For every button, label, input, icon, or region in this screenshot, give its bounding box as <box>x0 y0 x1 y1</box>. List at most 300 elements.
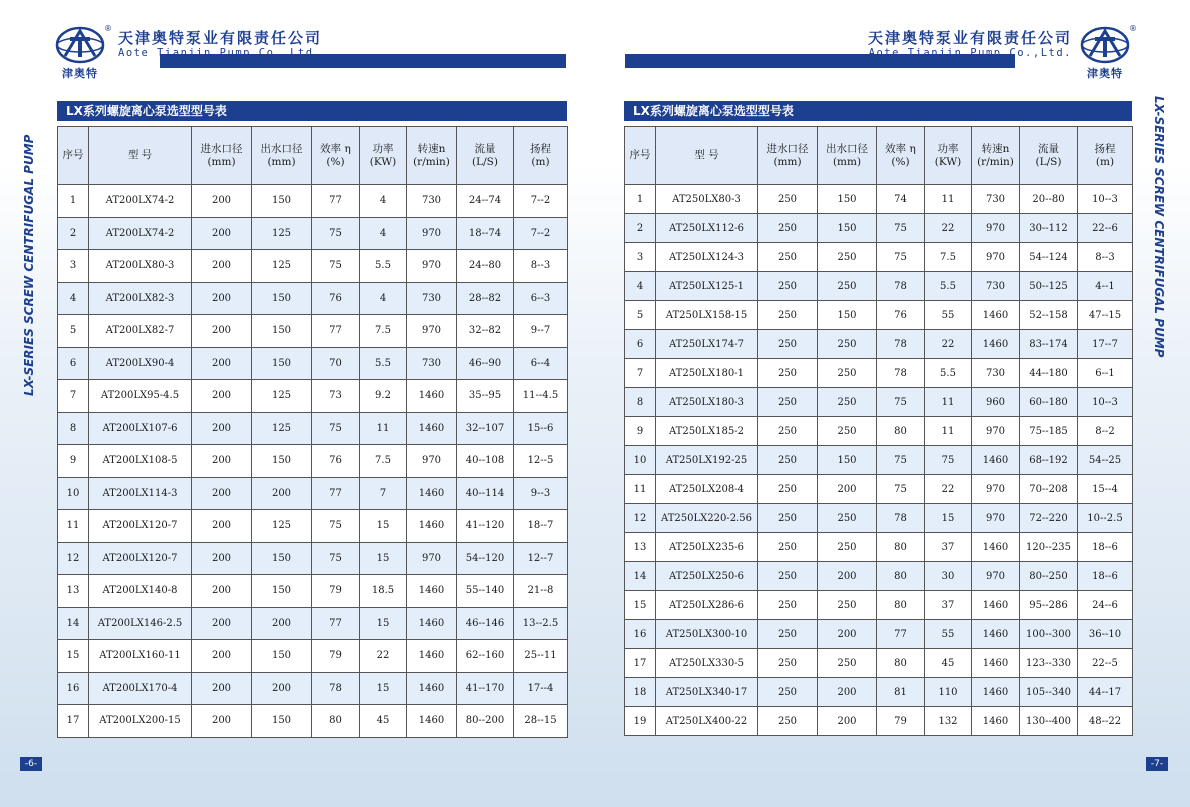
cell-head: 8--3 <box>1078 243 1133 272</box>
cell-no: 11 <box>58 510 89 543</box>
cell-head: 24--6 <box>1078 591 1133 620</box>
cell-inlet: 200 <box>192 672 252 705</box>
cell-no: 1 <box>58 185 89 218</box>
cell-power: 45 <box>360 705 407 738</box>
cell-head: 10--3 <box>1078 185 1133 214</box>
cell-inlet: 250 <box>758 562 818 591</box>
col-header-model: 型 号 <box>89 127 192 185</box>
cell-inlet: 200 <box>192 217 252 250</box>
logo-text: 津奥特 <box>1087 67 1123 80</box>
cell-model: AT250LX340-17 <box>656 678 758 707</box>
cell-no: 6 <box>625 330 656 359</box>
cell-efficiency: 78 <box>312 672 360 705</box>
col-header-efficiency: 效率 η (%) <box>877 127 925 185</box>
cell-outlet: 250 <box>818 388 877 417</box>
cell-speed: 730 <box>407 185 457 218</box>
table-row <box>625 620 1133 649</box>
cell-speed: 1460 <box>407 380 457 413</box>
cell-no: 2 <box>58 217 89 250</box>
company-name-en: Aote Tianjin Pump Co.,Ltd. <box>868 47 1072 59</box>
cell-speed: 970 <box>407 315 457 348</box>
cell-outlet: 125 <box>252 380 312 413</box>
cell-efficiency: 80 <box>877 649 925 678</box>
cell-no: 6 <box>58 347 89 380</box>
cell-flow: 28--82 <box>457 282 514 315</box>
cell-outlet: 250 <box>818 533 877 562</box>
cell-model: AT250LX235-6 <box>656 533 758 562</box>
table-header-row <box>625 127 1133 185</box>
registered-mark: ® <box>104 24 112 33</box>
cell-efficiency: 75 <box>312 510 360 543</box>
company-name-cn: 天津奥特泵业有限责任公司 <box>867 29 1072 47</box>
cell-flow: 68--192 <box>1020 446 1078 475</box>
cell-power: 22 <box>925 475 972 504</box>
cell-model: AT200LX108-5 <box>89 445 192 478</box>
cell-flow: 52--158 <box>1020 301 1078 330</box>
cell-efficiency: 75 <box>877 243 925 272</box>
cell-head: 6--3 <box>514 282 568 315</box>
cell-head: 8--2 <box>1078 417 1133 446</box>
cell-flow: 75--185 <box>1020 417 1078 446</box>
cell-flow: 62--160 <box>457 640 514 673</box>
registered-mark: ® <box>1129 24 1137 33</box>
col-header-inlet: 进水口径 (mm) <box>192 127 252 185</box>
cell-outlet: 150 <box>818 185 877 214</box>
cell-power: 4 <box>360 282 407 315</box>
cell-inlet: 200 <box>192 445 252 478</box>
table-row <box>58 640 568 673</box>
cell-no: 3 <box>625 243 656 272</box>
cell-flow: 72--220 <box>1020 504 1078 533</box>
cell-inlet: 250 <box>758 504 818 533</box>
table-row <box>58 250 568 283</box>
cell-outlet: 150 <box>252 347 312 380</box>
cell-model: AT200LX80-3 <box>89 250 192 283</box>
cell-efficiency: 78 <box>877 504 925 533</box>
cell-outlet: 200 <box>252 672 312 705</box>
logo-text: 津奥特 <box>62 67 98 80</box>
cell-outlet: 250 <box>818 649 877 678</box>
cell-inlet: 200 <box>192 250 252 283</box>
table-row <box>58 510 568 543</box>
cell-model: AT250LX180-3 <box>656 388 758 417</box>
cell-no: 3 <box>58 250 89 283</box>
cell-no: 4 <box>58 282 89 315</box>
cell-model: AT250LX250-6 <box>656 562 758 591</box>
cell-efficiency: 79 <box>312 575 360 608</box>
cell-speed: 1460 <box>407 477 457 510</box>
cell-power: 75 <box>925 446 972 475</box>
cell-speed: 730 <box>972 272 1020 301</box>
table-row <box>625 388 1133 417</box>
cell-head: 17--4 <box>514 672 568 705</box>
table-row <box>58 445 568 478</box>
cell-head: 11--4.5 <box>514 380 568 413</box>
cell-model: AT250LX125-1 <box>656 272 758 301</box>
table-row <box>625 475 1133 504</box>
cell-efficiency: 77 <box>312 477 360 510</box>
cell-outlet: 150 <box>818 301 877 330</box>
cell-efficiency: 73 <box>312 380 360 413</box>
cell-speed: 1460 <box>972 649 1020 678</box>
col-header-flow: 流量 (L/S) <box>457 127 514 185</box>
company-name-en: Aote Tianjin Pump Co.,Ltd. <box>118 47 322 59</box>
cell-speed: 1460 <box>972 533 1020 562</box>
cell-inlet: 250 <box>758 620 818 649</box>
cell-power: 15 <box>360 607 407 640</box>
cell-inlet: 250 <box>758 185 818 214</box>
table-row <box>625 301 1133 330</box>
cell-efficiency: 76 <box>877 301 925 330</box>
col-header-head: 扬程 (m) <box>1078 127 1133 185</box>
cell-outlet: 200 <box>818 707 877 736</box>
cell-outlet: 150 <box>252 185 312 218</box>
cell-speed: 970 <box>972 504 1020 533</box>
page-number: -6- <box>20 757 42 771</box>
cell-no: 13 <box>625 533 656 562</box>
company-name <box>868 30 1072 59</box>
col-header-head: 扬程 (m) <box>514 127 568 185</box>
col-header-power: 功率 (KW) <box>360 127 407 185</box>
cell-inlet: 200 <box>192 380 252 413</box>
cell-efficiency: 77 <box>312 315 360 348</box>
cell-speed: 730 <box>972 185 1020 214</box>
table-header-row <box>58 127 568 185</box>
cell-head: 18--6 <box>1078 562 1133 591</box>
cell-speed: 1460 <box>407 607 457 640</box>
cell-efficiency: 77 <box>877 620 925 649</box>
cell-efficiency: 75 <box>877 446 925 475</box>
cell-efficiency: 70 <box>312 347 360 380</box>
cell-model: AT250LX286-6 <box>656 591 758 620</box>
cell-outlet: 250 <box>818 243 877 272</box>
cell-no: 12 <box>625 504 656 533</box>
cell-power: 5.5 <box>360 347 407 380</box>
table-row <box>625 562 1133 591</box>
cell-model: AT200LX107-6 <box>89 412 192 445</box>
cell-model: AT200LX74-2 <box>89 185 192 218</box>
cell-speed: 970 <box>407 542 457 575</box>
table-row <box>625 417 1133 446</box>
col-header-model: 型 号 <box>656 127 758 185</box>
cell-flow: 40--114 <box>457 477 514 510</box>
cell-model: AT200LX120-7 <box>89 542 192 575</box>
cell-inlet: 250 <box>758 359 818 388</box>
cell-speed: 730 <box>407 282 457 315</box>
cell-inlet: 250 <box>758 417 818 446</box>
cell-head: 17--7 <box>1078 330 1133 359</box>
cell-inlet: 250 <box>758 446 818 475</box>
cell-outlet: 125 <box>252 250 312 283</box>
cell-outlet: 250 <box>818 591 877 620</box>
col-header-power: 功率 (KW) <box>925 127 972 185</box>
cell-power: 132 <box>925 707 972 736</box>
cell-flow: 80--200 <box>457 705 514 738</box>
cell-outlet: 150 <box>818 446 877 475</box>
cell-speed: 1460 <box>407 640 457 673</box>
cell-outlet: 250 <box>818 330 877 359</box>
table-row <box>625 446 1133 475</box>
cell-no: 2 <box>625 214 656 243</box>
cell-head: 18--7 <box>514 510 568 543</box>
cell-head: 10--2.5 <box>1078 504 1133 533</box>
cell-efficiency: 80 <box>877 417 925 446</box>
table-row <box>58 542 568 575</box>
cell-model: AT250LX158-15 <box>656 301 758 330</box>
cell-power: 4 <box>360 185 407 218</box>
cell-outlet: 200 <box>818 475 877 504</box>
cell-outlet: 250 <box>818 504 877 533</box>
cell-speed: 970 <box>972 214 1020 243</box>
cell-flow: 120--235 <box>1020 533 1078 562</box>
cell-head: 15--4 <box>1078 475 1133 504</box>
cell-flow: 24--74 <box>457 185 514 218</box>
cell-speed: 1460 <box>972 330 1020 359</box>
cell-flow: 18--74 <box>457 217 514 250</box>
cell-inlet: 200 <box>192 575 252 608</box>
cell-model: AT200LX82-7 <box>89 315 192 348</box>
table-row <box>625 649 1133 678</box>
cell-efficiency: 79 <box>312 640 360 673</box>
cell-no: 7 <box>58 380 89 413</box>
cell-power: 5.5 <box>360 250 407 283</box>
cell-efficiency: 77 <box>312 607 360 640</box>
cell-inlet: 250 <box>758 330 818 359</box>
cell-inlet: 200 <box>192 705 252 738</box>
cell-head: 15--6 <box>514 412 568 445</box>
cell-outlet: 250 <box>818 359 877 388</box>
cell-efficiency: 78 <box>877 330 925 359</box>
cell-inlet: 200 <box>192 282 252 315</box>
cell-outlet: 150 <box>252 542 312 575</box>
cell-speed: 970 <box>972 417 1020 446</box>
company-name <box>118 30 322 59</box>
cell-model: AT200LX170-4 <box>89 672 192 705</box>
cell-model: AT250LX192-25 <box>656 446 758 475</box>
cell-efficiency: 75 <box>877 475 925 504</box>
cell-model: AT250LX220-2.56 <box>656 504 758 533</box>
cell-efficiency: 77 <box>312 185 360 218</box>
table-row <box>58 705 568 738</box>
cell-no: 17 <box>625 649 656 678</box>
cell-outlet: 200 <box>818 678 877 707</box>
cell-flow: 30--112 <box>1020 214 1078 243</box>
cell-speed: 1460 <box>407 510 457 543</box>
side-title: LX-SERIES SCREW CENTRIFUGAL PUMP <box>22 134 36 396</box>
cell-power: 18.5 <box>360 575 407 608</box>
col-header-no: 序号 <box>625 127 656 185</box>
col-header-speed: 转速n (r/min) <box>972 127 1020 185</box>
cell-outlet: 150 <box>252 282 312 315</box>
cell-no: 16 <box>625 620 656 649</box>
cell-head: 12--7 <box>514 542 568 575</box>
cell-no: 13 <box>58 575 89 608</box>
table-row <box>625 707 1133 736</box>
cell-flow: 35--95 <box>457 380 514 413</box>
cell-efficiency: 75 <box>312 250 360 283</box>
table-row <box>625 504 1133 533</box>
cell-inlet: 200 <box>192 607 252 640</box>
cell-inlet: 250 <box>758 475 818 504</box>
cell-efficiency: 76 <box>312 282 360 315</box>
cell-efficiency: 76 <box>312 445 360 478</box>
cell-head: 6--1 <box>1078 359 1133 388</box>
cell-flow: 46--146 <box>457 607 514 640</box>
cell-power: 30 <box>925 562 972 591</box>
spec-table <box>624 126 1133 736</box>
cell-head: 22--5 <box>1078 649 1133 678</box>
table-row <box>58 217 568 250</box>
cell-efficiency: 78 <box>877 359 925 388</box>
cell-flow: 54--124 <box>1020 243 1078 272</box>
cell-model: AT200LX146-2.5 <box>89 607 192 640</box>
cell-outlet: 200 <box>818 562 877 591</box>
cell-speed: 1460 <box>972 707 1020 736</box>
cell-flow: 83--174 <box>1020 330 1078 359</box>
cell-head: 9--3 <box>514 477 568 510</box>
cell-model: AT200LX140-8 <box>89 575 192 608</box>
table-row <box>58 347 568 380</box>
cell-speed: 1460 <box>407 672 457 705</box>
cell-power: 11 <box>925 417 972 446</box>
col-header-speed: 转速n (r/min) <box>407 127 457 185</box>
cell-model: AT200LX120-7 <box>89 510 192 543</box>
cell-no: 5 <box>58 315 89 348</box>
cell-inlet: 200 <box>192 185 252 218</box>
table-row <box>58 315 568 348</box>
cell-inlet: 200 <box>192 542 252 575</box>
cell-model: AT250LX174-7 <box>656 330 758 359</box>
cell-no: 7 <box>625 359 656 388</box>
cell-outlet: 125 <box>252 412 312 445</box>
cell-flow: 41--170 <box>457 672 514 705</box>
cell-inlet: 250 <box>758 243 818 272</box>
cell-efficiency: 81 <box>877 678 925 707</box>
table-row <box>58 575 568 608</box>
cell-flow: 44--180 <box>1020 359 1078 388</box>
cell-power: 11 <box>925 185 972 214</box>
cell-no: 10 <box>58 477 89 510</box>
cell-flow: 123--330 <box>1020 649 1078 678</box>
cell-head: 8--3 <box>514 250 568 283</box>
cell-model: AT200LX95-4.5 <box>89 380 192 413</box>
cell-power: 55 <box>925 301 972 330</box>
table-row <box>58 282 568 315</box>
col-header-efficiency: 效率 η (%) <box>312 127 360 185</box>
cell-power: 55 <box>925 620 972 649</box>
cell-flow: 105--340 <box>1020 678 1078 707</box>
cell-outlet: 200 <box>252 477 312 510</box>
cell-efficiency: 75 <box>312 217 360 250</box>
cell-flow: 32--107 <box>457 412 514 445</box>
cell-speed: 730 <box>407 347 457 380</box>
cell-model: AT250LX80-3 <box>656 185 758 214</box>
table-row <box>58 672 568 705</box>
cell-flow: 50--125 <box>1020 272 1078 301</box>
cell-no: 4 <box>625 272 656 301</box>
cell-inlet: 200 <box>192 510 252 543</box>
col-header-outlet: 出水口径 (mm) <box>818 127 877 185</box>
cell-power: 11 <box>925 388 972 417</box>
cell-power: 9.2 <box>360 380 407 413</box>
cell-model: AT250LX400-22 <box>656 707 758 736</box>
cell-speed: 1460 <box>407 575 457 608</box>
table-row <box>625 591 1133 620</box>
cell-model: AT250LX330-5 <box>656 649 758 678</box>
cell-speed: 970 <box>972 243 1020 272</box>
cell-efficiency: 80 <box>877 533 925 562</box>
cell-outlet: 150 <box>252 705 312 738</box>
cell-flow: 46--90 <box>457 347 514 380</box>
side-title: LX-SERIES SCREW CENTRIFUGAL PUMP <box>1152 96 1166 358</box>
cell-head: 54--25 <box>1078 446 1133 475</box>
col-header-flow: 流量 (L/S) <box>1020 127 1078 185</box>
cell-inlet: 250 <box>758 649 818 678</box>
cell-outlet: 125 <box>252 217 312 250</box>
aote-logo-icon <box>1080 26 1130 78</box>
cell-no: 8 <box>625 388 656 417</box>
cell-outlet: 150 <box>252 575 312 608</box>
cell-no: 17 <box>58 705 89 738</box>
cell-model: AT250LX180-1 <box>656 359 758 388</box>
cell-inlet: 250 <box>758 533 818 562</box>
cell-efficiency: 75 <box>312 412 360 445</box>
cell-model: AT200LX200-15 <box>89 705 192 738</box>
cell-no: 1 <box>625 185 656 214</box>
cell-model: AT200LX114-3 <box>89 477 192 510</box>
cell-speed: 1460 <box>972 301 1020 330</box>
cell-model: AT200LX82-3 <box>89 282 192 315</box>
cell-power: 15 <box>360 542 407 575</box>
cell-power: 5.5 <box>925 272 972 301</box>
cell-power: 7.5 <box>925 243 972 272</box>
table-row <box>625 533 1133 562</box>
cell-power: 110 <box>925 678 972 707</box>
cell-no: 11 <box>625 475 656 504</box>
col-header-inlet: 进水口径 (mm) <box>758 127 818 185</box>
table-row <box>58 185 568 218</box>
cell-head: 36--10 <box>1078 620 1133 649</box>
table-row <box>625 678 1133 707</box>
cell-outlet: 125 <box>252 510 312 543</box>
cell-head: 28--15 <box>514 705 568 738</box>
cell-head: 18--6 <box>1078 533 1133 562</box>
section-title: LX系列螺旋离心泵选型型号表 <box>624 101 1132 121</box>
cell-head: 13--2.5 <box>514 607 568 640</box>
cell-outlet: 150 <box>252 445 312 478</box>
cell-flow: 80--250 <box>1020 562 1078 591</box>
cell-flow: 41--120 <box>457 510 514 543</box>
cell-outlet: 150 <box>252 315 312 348</box>
cell-inlet: 250 <box>758 707 818 736</box>
cell-speed: 1460 <box>407 705 457 738</box>
cell-model: AT250LX208-4 <box>656 475 758 504</box>
cell-speed: 1460 <box>972 446 1020 475</box>
cell-efficiency: 75 <box>877 214 925 243</box>
cell-power: 4 <box>360 217 407 250</box>
cell-inlet: 250 <box>758 272 818 301</box>
cell-outlet: 150 <box>818 214 877 243</box>
cell-no: 19 <box>625 707 656 736</box>
cell-speed: 970 <box>972 562 1020 591</box>
cell-flow: 95--286 <box>1020 591 1078 620</box>
cell-head: 6--4 <box>514 347 568 380</box>
cell-speed: 960 <box>972 388 1020 417</box>
cell-inlet: 250 <box>758 214 818 243</box>
cell-flow: 20--80 <box>1020 185 1078 214</box>
cell-outlet: 200 <box>252 607 312 640</box>
cell-no: 14 <box>58 607 89 640</box>
